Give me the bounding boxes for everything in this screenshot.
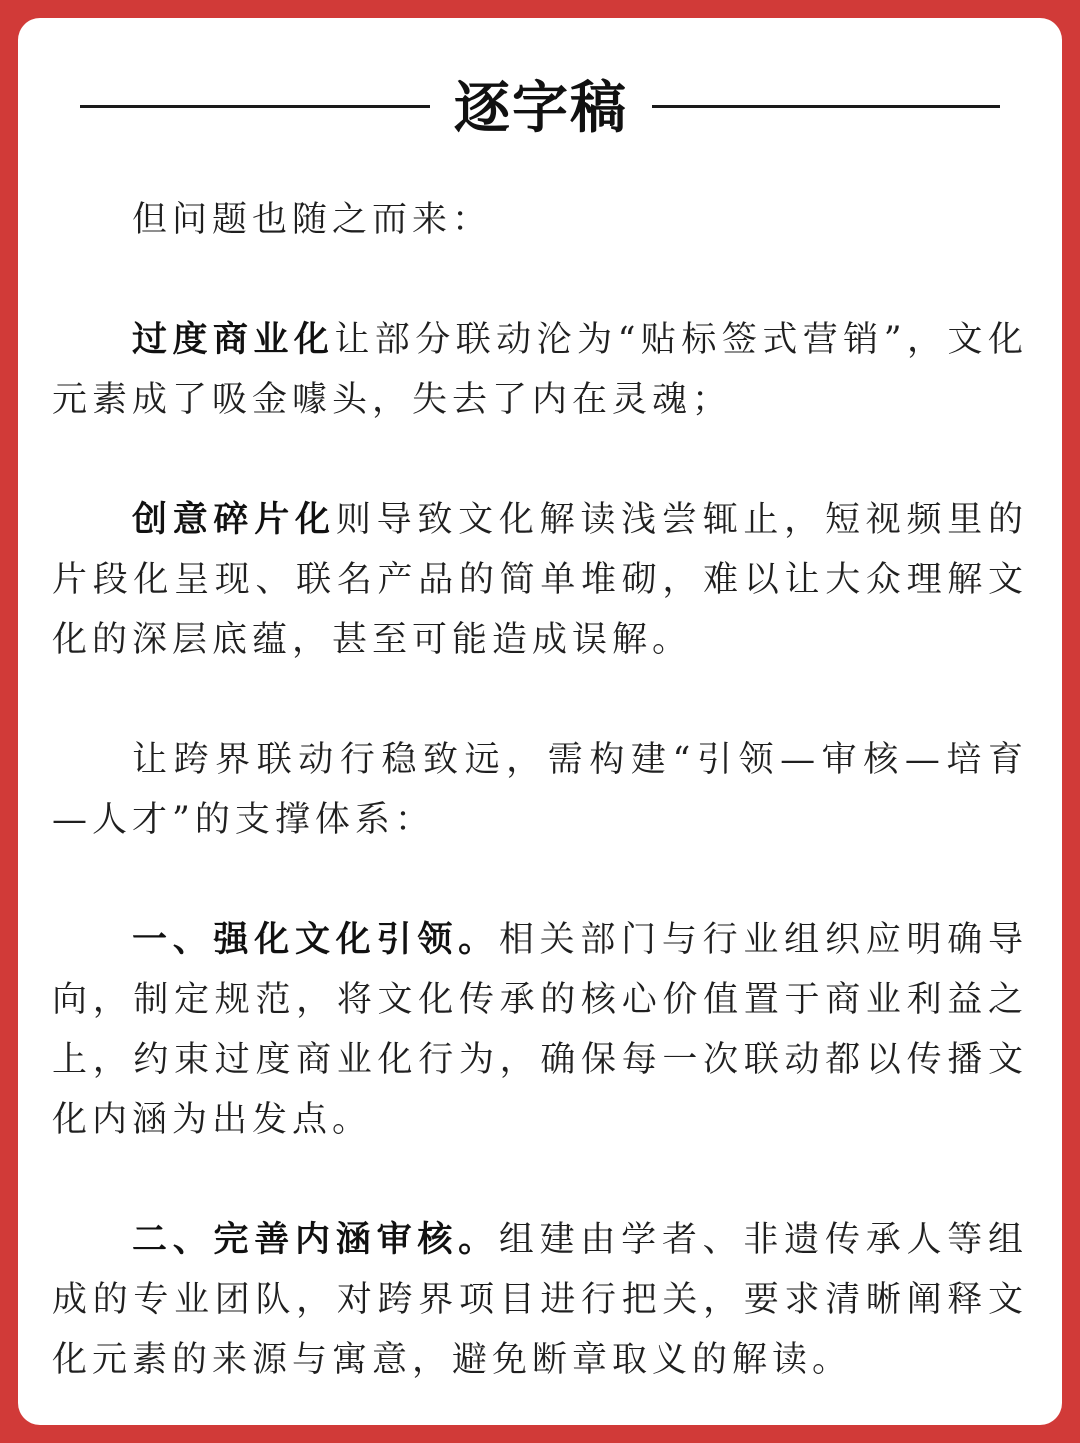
paragraph-commercialization (52, 310, 1028, 430)
paragraph-intro (52, 190, 1028, 250)
paragraph-fragmentation (52, 490, 1028, 670)
title-rule-left (80, 105, 430, 108)
paragraph-commercialization-text: 让部分联动沦为“贴标签式营销”，文化元素成了吸金噱头，失去了内在灵魂； (52, 320, 1028, 420)
title-rule-right (652, 105, 1000, 108)
paragraph-point-one-text: 相关部门与行业组织应明确导向，制定规范，将文化传承的核心价值置于商业利益之上，约束过度商业化行为，确保每一次联动都以传播文化内涵为出发点。 (52, 920, 1028, 1140)
paragraph-point-one (52, 910, 1028, 1150)
paragraph-intro-text: 但问题也随之而来： (132, 200, 493, 240)
paragraph-point-one-heading: 一、强化文化引领。 (132, 919, 499, 960)
paragraph-commercialization-keyword: 过度商业化 (132, 319, 335, 360)
paragraph-point-two (52, 1210, 1028, 1390)
paragraph-point-two-heading: 二、完善内涵审核。 (132, 1219, 499, 1260)
paragraph-fragmentation-keyword: 创意碎片化 (132, 499, 336, 540)
paragraph-fragmentation-text: 则导致文化解读浅尝辄止，短视频里的片段化呈现、联名产品的简单堆砌，难以让大众理解文化的深层底蕴，甚至可能造成误解。 (52, 500, 1028, 660)
paragraph-support-system-text: 让跨界联动行稳致远，需构建“引领—审核—培育—人才”的支撑体系： (52, 740, 1028, 840)
transcript-body (52, 190, 1028, 1390)
paragraph-support-system (52, 730, 1028, 850)
title-header (18, 68, 1062, 148)
page-title: 逐字稿 (454, 75, 628, 141)
paragraph-point-two-text: 组建由学者、非遗传承人等组成的专业团队，对跨界项目进行把关，要求清晰阐释文化元素的来源与寓意，避免断章取义的解读。 (52, 1220, 1028, 1380)
document-card (18, 18, 1062, 1425)
